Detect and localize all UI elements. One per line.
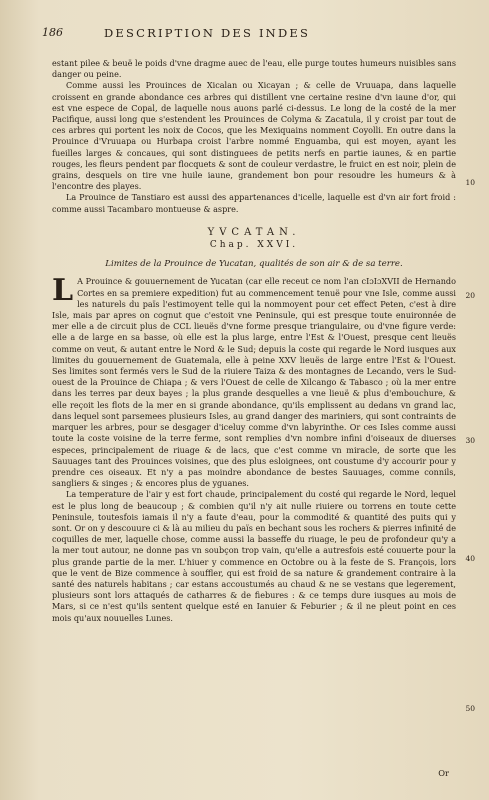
- chapter-opening: [52, 273, 456, 489]
- paragraph: estant pilee & beuë le poids d'vne dragme auec de l'eau, elle purge toutes humeurs nuisibles sans danger ou peine.: [52, 58, 456, 80]
- paragraph: La temperature de l'air y est fort chaude, principalement du costé qui regarde le Nord, lequel est le plus long de beaucoup ; & combien qu'il n'y ait nulle riuiere ou torrens en toute cette Peninsule, toutesfois iamais il n'y a faute d'eau, pour la commodité & quantité des puits qui y sont. Or on y descouure ci & là au milieu du païs en bechant sous les rochers & pierres infinité de coquilles de mer, laquelle chose, comme aussi la basseffe du riuage, le peu de profondeur qu'y a la mer tout autour, ne donne pas vn soubçon trop vain, qu'elle a autresfois esté couuerte pour la plus grande partie de la mer. L'hiuer y commence en Octobre ou à la feste de S. François, lors que le vent de Bize commence à souffler, qui est froid de sa nature & grandement contraire à la santé des naturels habitans ; car estans accoustumés au chaud & ne se vestans que legerement, plusieurs sont lors attaqués de catharres & de fiebures : & ce temps dure iusques au mois de Mars, si ce n'est qu'ils sentent quelque esté en Ianuier & Feburier ; & il ne pleut point en ces mois qu'aux nouuelles Lunes.: [52, 489, 456, 623]
- paragraph: A Prouince & gouuernement de Yucatan (car elle receut ce nom l'an cIɔIɔXVII de Hernando Cortes en sa premiere expedition) fut au commencement tenuë pour vne Isle, comme aussi les naturels du païs l'estimoyent telle qui la nommoyent pour cet effect Peten, c'est à dire Isle, mais par apres on cognut que c'estoit vne Peninsule, qui est presque toute enuironnée de mer elle a de circuit plus de CCL lieuës d'vne forme presque triangulaire, ou d'vne figure verde: elle a de large en sa basse, où elle est la plus large, entre l'Est & l'Ouest, presque cent lieuës comme on veut, & autant entre le Nord & le Sud; depuis la coste qui regarde le Nord iusques aux limites du gouuernement de Guatemala, elle à peine XXV lieuës de large entre l'Est & l'Ouest. Ses limites sont fermés vers le Sud de la riuiere Taiza & des montagnes de Lecando, vers le Sud-ouest de la Prouince de Chiapa ; & vers l'Ouest de celle de Xilcango & Tabasco ; où la mer entre dans les terres par deux bayes ; la plus grande desquelles a vne lieuë & plus d'embouchure, & elle reçoit les flots de la mer en si grande abondance, qu'ils emplissent au dedans vn grand lac, dans lequel sont parsemees plusieurs Isles, au grand danger des mariniers, qui sont contraints de marquer les arbres, pour se desgager d'iceluy comme d'vn labyrinthe. Or ces Isles comme aussi toute la coste voisine de la terre ferme, sont remplies d'vn nombre infini d'oiseaux de diuerses especes, principalement de riuage & de lacs, que c'est comme vn miracle, de sorte que les Sauuages tant des Prouinces voisines, que des plus esloignees, ont coustume d'y accourir pour y prendre ces oiseaux. Et n'y a pas moindre abondance de bestes Sauuages, comme connils, sangliers & singes ; & encores plus de yguanes.: [52, 276, 456, 489]
- line-number: 40: [465, 554, 475, 563]
- paragraph: Comme aussi les Prouinces de Xicalan ou Xicayan ; & celle de Vruuapa, dans laquelle croissent en grande abondance ces arbres qui distillent vne certaine resine d'vn iaune d'or, qui est vne espece de Copal, de laquelle nous auons parlé ci-dessus. Le long de la costé de la mer Pacifique, aussi long que s'estendent les Prouinces de Colyma & Zacatula, il y croist par tout de ces arbres qui portent les noix de Cocos, que les Mexiquains nomment Coyolli. En outre dans la Prouince d'Vruuapa ou Hurbapa croist l'arbre nommé Enguamba, qui est moyen, ayant les fueilles larges & concaues, qui sont distinguees de petits nerfs en partie iaunes, & en partie rouges, les fleurs pendent par flocquets & sont de couleur verdastre, le fruict en est noir, plein de grains, desquels on tire vne huile iaune, grandement bon pour resoudre les humeurs & à l'encontre des playes.: [52, 80, 456, 192]
- text-body: [52, 58, 456, 624]
- page-number: 186: [42, 26, 63, 39]
- drop-cap: L: [52, 273, 74, 309]
- chapter-number: Chap. XXVI.: [209, 240, 299, 251]
- catchword: Or: [438, 768, 449, 778]
- page-header: [42, 26, 463, 42]
- running-head: DESCRIPTION DES INDES: [104, 26, 311, 40]
- section-title: YVCATAN.: [207, 226, 301, 238]
- paragraph: La Prouince de Tanstiaro est aussi des appartenances d'icelle, laquelle est d'vn air fort froid : comme aussi Tacambaro montueuse & aspre.: [52, 192, 456, 214]
- chapter-subtitle: Limites de la Prouince de Yucatan, qualités de son air & de sa terre.: [105, 259, 403, 270]
- line-number: 50: [465, 704, 475, 713]
- line-number: 20: [465, 291, 475, 300]
- line-number: 10: [465, 178, 475, 187]
- line-number: 30: [465, 436, 475, 445]
